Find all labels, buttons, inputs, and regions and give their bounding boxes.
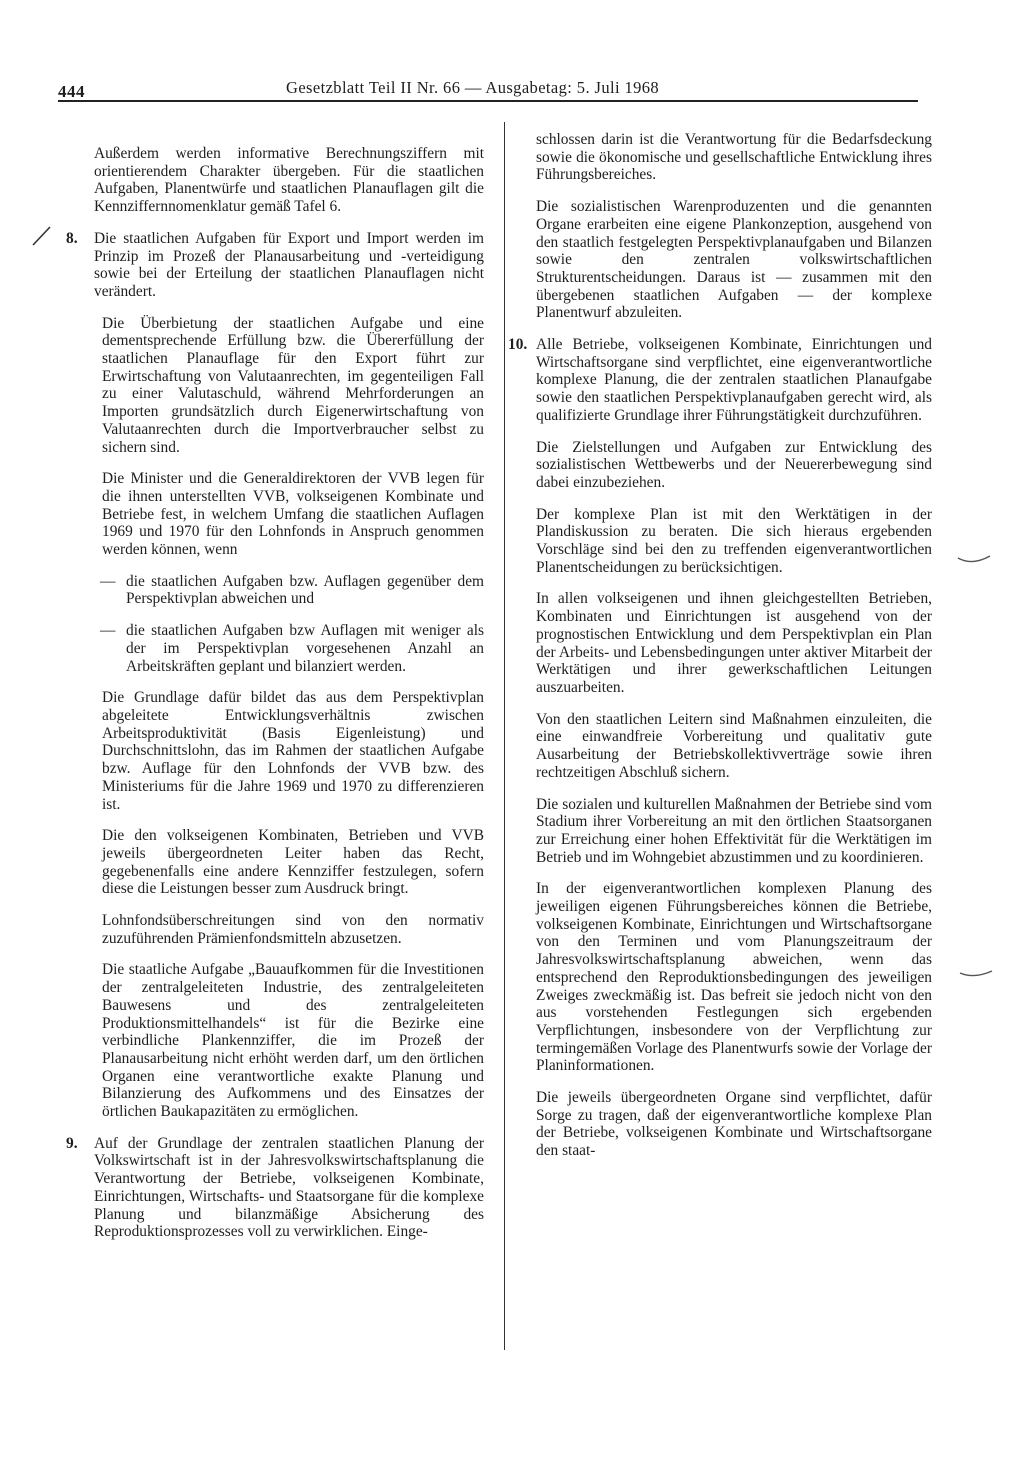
right-column [508, 131, 932, 1174]
list-item-text: die staatlichen Aufgaben bzw. Auflagen gegenüber dem Perspektivplan abweichen und [126, 572, 484, 608]
item-text: Alle Betriebe, volkseigenen Kombinate, Einrichtungen und Wirtschaftsorgane sind verpflichtet, eine eigenverantwortliche komplexe Planung, die der zentralen staatlichen Planaufgabe sowie den staatlichen Perspektivplanaufgaben gerecht wird, als qualifizierte Grundlage ihrer Führungstätigkeit durchzuführen. [536, 336, 932, 424]
paragraph: In der eigenverantwortlichen komplexen Planung des jeweiligen eigenen Führungsbereiches können die Betriebe, volkseigenen Kombinate, Einrichtungen und Wirtschaftsorgane von den Terminen und vom Planungszeitraum der Jahresvolkswirtschaftsplanung abweichen, wenn das entsprechend den Reproduktionsbedingungen des jeweiligen Zweiges zweckmäßig ist. Das befreit sie jedoch nicht von den aus vorstehenden Festlegungen sich ergebenden Verpflichtungen, insbesondere von der Verpflichtung zur termingemäßen Vorlage des Planentwurfs sowie der Vorlage der Planinformationen. [536, 880, 932, 1075]
item-number: 9. [66, 1134, 78, 1152]
dash-list-item [100, 622, 484, 675]
numbered-item-8 [66, 229, 484, 301]
paragraph: Lohnfondsüberschreitungen sind von den normativ zuzuführenden Prämienfondsmitteln abzusetzen. [102, 912, 484, 947]
item-number: 8. [66, 229, 78, 247]
running-head: Gesetzblatt Teil II Nr. 66 — Ausgabetag: 5. Juli 1968 [286, 78, 660, 97]
numbered-item-10 [508, 336, 932, 425]
paragraph: Die Grundlage dafür bildet das aus dem Perspektivplan abgeleitete Entwicklungsverhältnis zwischen Arbeitsproduktivität (Basis Eigenleistung) und Durchschnittslohn, das im Rahmen der staatlichen Aufgabe bzw. Auflage für den Lohnfonds der VVB bzw. des Ministeriums für die Jahre 1969 und 1970 zu differenzieren ist. [102, 689, 484, 813]
item-text: Auf der Grundlage der zentralen staatlichen Planung der Volkswirtschaft ist in der Jahresvolkswirtschaftsplanung die Verantwortung der Betriebe, volkseigenen Kombinate, Einrichtungen, Wirtschafts- und Staatsorgane für die komplexe Planung und bilanzmäßige Absicherung des Reproduktionsprozesses voll zu verwirklichen. Einge- [94, 1134, 484, 1241]
paragraph: Der komplexe Plan ist mit den Werktätigen in der Plandiskussion zu beraten. Die sich hieraus ergebenden Vorschläge sind bei den zu treffenden eigenverantwortlichen Planentscheidungen zu berücksichtigen. [536, 505, 932, 576]
paragraph: Die staatliche Aufgabe „Bauaufkommen für die Investitionen der zentralgeleiteten Industrie, des zentralgeleiteten Bauwesens und des zentralgeleiteten Produktionsmittelhandels“ ist für die Bezirke eine verbindliche Plankennziffer, die im Prozeß der Planausarbeitung nicht erhöht werden darf, um den örtlichen Organen eine verantwortliche exakte Planung und Bilanzierung des Aufkommens und des Einsatzes der örtlichen Baukapazitäten zu ermöglichen. [102, 961, 484, 1121]
pencil-check-mark [30, 224, 54, 248]
paragraph: Von den staatlichen Leitern sind Maßnahmen einzuleiten, die eine einwandfreie Vorbereitung und qualitativ gute Ausarbeitung der Betriebskollektivverträge sowie ihren rechtzeitigen Abschluß sichern. [536, 710, 932, 781]
paragraph: Die Zielstellungen und Aufgaben zur Entwicklung des sozialistischen Wettbewerbs und der Neuererbewegung sind dabei einzubeziehen. [536, 438, 932, 491]
page-number: 444 [58, 82, 85, 101]
paragraph: Die Überbietung der staatlichen Aufgabe und eine dementsprechende Erfüllung bzw. die Übererfüllung der staatlichen Planauflage für den Export führt zur Erwirtschaftung von Valutaanrechten, im gegenteiligen Fall zu einer Valutaschuld, während Mehrforderungen an Importen grundsätzlich durch Eigenerwirtschaftung von Valutaanrechten durch die Importverbraucher selbst zu sichern sind. [102, 314, 484, 456]
paragraph: Die sozialistischen Warenproduzenten und die genannten Organe erarbeiten eine eigene Plankonzeption, ausgehend von den staatlich festgelegten Perspektivplanaufgaben und Bilanzen sowie den zentralen volkswirtschaftlichen Strukturentscheidungen. Daraus ist — zusammen mit den übergebenen staatlichen Aufgaben — der komplexe Planentwurf abzuleiten. [536, 198, 932, 322]
paragraph: Die sozialen und kulturellen Maßnahmen der Betriebe sind vom Stadium ihrer Vorbereitung an mit den örtlichen Staatsorganen zur Erreichung einer hohen Effektivität für die Werktätigen im Betrieb und im Wohngebiet abzustimmen und zu koordinieren. [536, 795, 932, 866]
numbered-item-9 [66, 1134, 484, 1241]
paragraph: In allen volkseigenen und ihnen gleichgestellten Betrieben, Kombinaten und Einrichtungen ist ausgehend von der prognostischen Entwicklung und dem Perspektivplan ein Plan der Arbeits- und Lebensbedingungen unter aktiver Mitarbeit der Werktätigen und ihrer gewerkschaftlichen Leitungen auszuarbeiten. [536, 590, 932, 696]
dash-bullet: — [100, 572, 116, 590]
item-text: Die staatlichen Aufgaben für Export und Import werden im Prinzip im Prozeß der Planausarbeitung und -verteidigung sowie bei der Erteilung der staatlichen Planauflagen nicht verändert. [94, 229, 484, 300]
left-column [66, 145, 484, 1255]
paragraph: Die Minister und die Generaldirektoren der VVB legen für die ihnen unterstellten VVB, volkseigenen Kombinate und Betriebe fest, in welchem Umfang die staatlichen Auflagen 1969 und 1970 für den Lohnfonds in Anspruch genommen werden können, wenn [102, 470, 484, 559]
paragraph: Außerdem werden informative Berechnungsziffern mit orientierendem Charakter übergeben. Für die staatlichen Aufgaben, Planentwürfe und staatlichen Planauflagen gilt die Kennziffernnomenklatur gemäß Tafel 6. [94, 145, 484, 216]
paragraph: schlossen darin ist die Verantwortung für die Bedarfsdeckung sowie die ökonomische und gesellschaftliche Entwicklung ihres Führungsbereiches. [536, 131, 932, 184]
paragraph: Die den volkseigenen Kombinaten, Betrieben und VVB jeweils übergeordneten Leiter haben das Recht, gegebenenfalls eine andere Kennziffer festzulegen, sofern diese die Leistungen besser zum Ausdruck bringt. [102, 827, 484, 898]
pencil-tick-mark [956, 552, 992, 568]
pencil-tick-mark [958, 968, 994, 982]
dash-list-item [100, 572, 484, 608]
paragraph: Die jeweils übergeordneten Organe sind verpflichtet, dafür Sorge zu tragen, daß der eigenverantwortliche komplexe Plan der Betriebe, volkseigenen Kombinate und Wirtschaftsorgane den staat- [536, 1089, 932, 1160]
item-number: 10. [508, 336, 528, 354]
column-divider [504, 122, 505, 1350]
header-rule [58, 100, 918, 102]
list-item-text: die staatlichen Aufgaben bzw Auflagen mit weniger als der im Perspektivplan vorgesehenen Anzahl an Arbeitskräften geplant und bilanziert werden. [126, 622, 484, 675]
dash-bullet: — [100, 622, 116, 640]
